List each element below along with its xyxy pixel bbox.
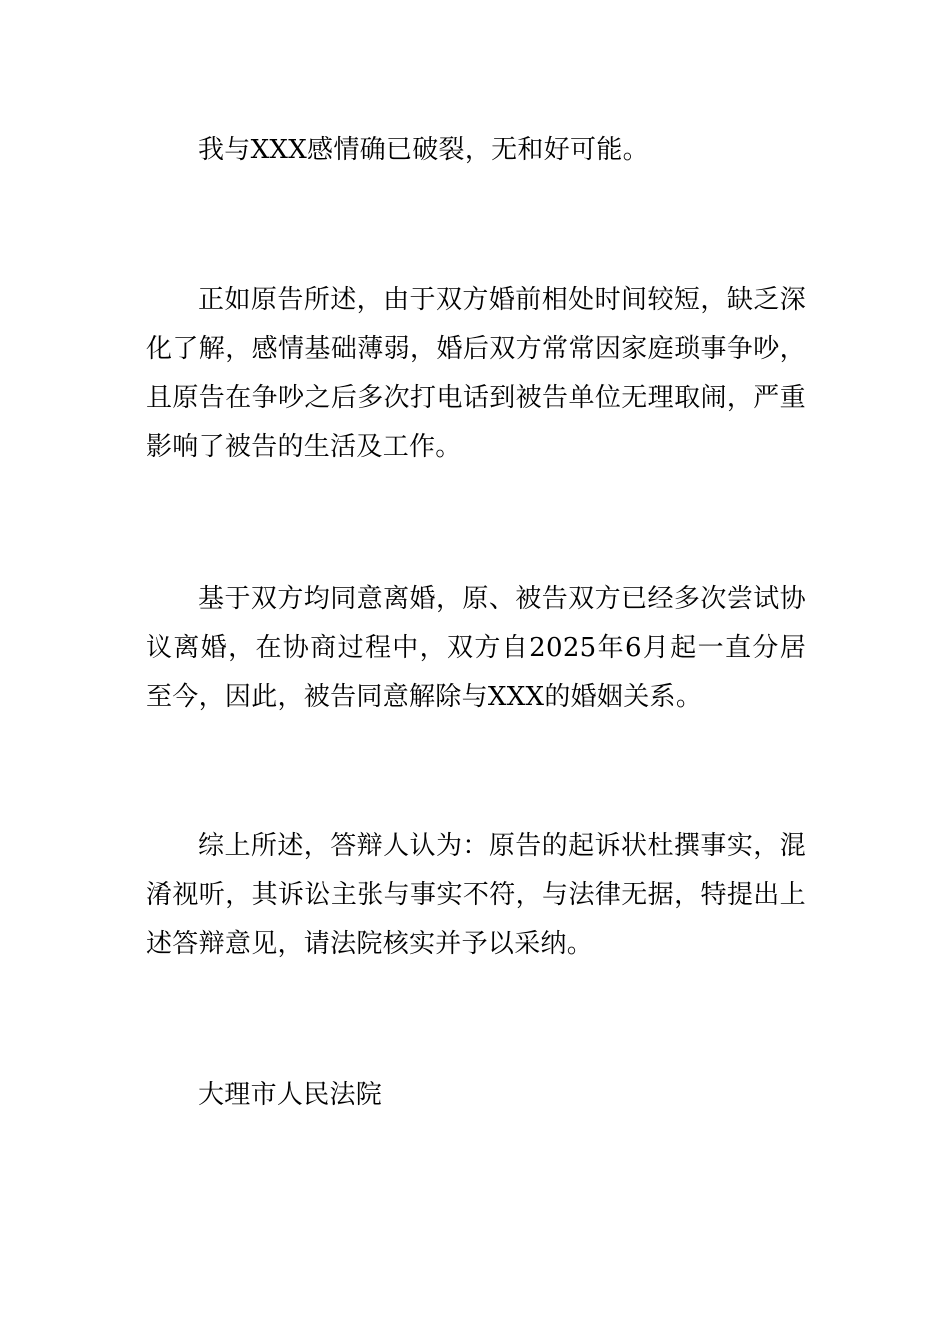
court-addressee: 大理市人民法院: [198, 1080, 383, 1110]
paragraph-agree-divorce: 基于双方均同意离婚，原、被告双方已经多次尝试协议离婚，在协商过程中，双方自2025年6月起一直分居至今，因此，被告同意解除与XXX的婚姻关系。: [146, 584, 806, 712]
paragraph-relationship-broken: 我与XXX感情确已破裂，无和好可能。: [198, 135, 649, 165]
paragraph-background: 正如原告所述，由于双方婚前相处时间较短，缺乏深化了解，感情基础薄弱，婚后双方常常因家庭琐事争吵，且原告在争吵之后多次打电话到被告单位无理取闹，严重影响了被告的生活及工作。: [146, 285, 806, 462]
paragraph-conclusion: 综上所述，答辩人认为：原告的起诉状杜撰事实，混淆视听，其诉讼主张与事实不符，与法律无据，特提出上述答辩意见，请法院核实并予以采纳。: [146, 831, 806, 959]
